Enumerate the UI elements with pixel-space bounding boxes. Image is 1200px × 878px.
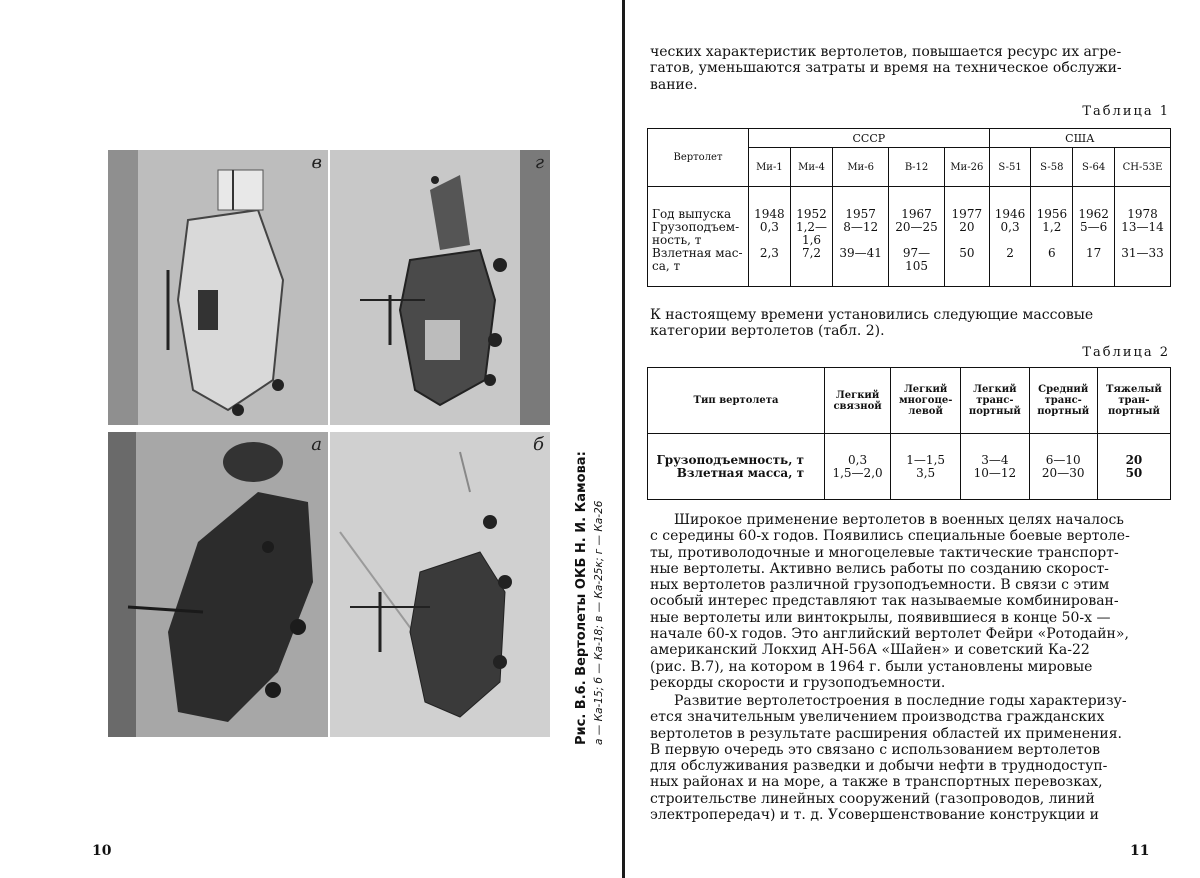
table-cell: 50 xyxy=(1125,465,1143,480)
table-cell: 1957 xyxy=(845,207,876,221)
text-line: Широкое применение вертолетов в военных целях началось xyxy=(674,512,1124,528)
table2-corner-header: Тип вертолета xyxy=(648,368,825,434)
table2-column xyxy=(1097,434,1170,500)
text-line: строительстве линейных сооружений (газопроводов, линий xyxy=(650,790,1095,807)
photo-ka15 xyxy=(108,432,328,737)
table2 xyxy=(647,367,1171,500)
table-cell: 5—6 xyxy=(1079,220,1108,234)
table-cell: 8—12 xyxy=(843,220,879,234)
table2-row-labels xyxy=(648,434,825,500)
table1-column xyxy=(944,187,989,287)
photo-label-a: а xyxy=(311,434,322,455)
table-cell: 3,5 xyxy=(916,465,936,480)
text-line: вертолетов в результате расширения областей их применения. xyxy=(650,725,1123,742)
photo-label-v: в xyxy=(311,152,322,173)
table-cell: 1962 xyxy=(1078,207,1109,221)
text-line: электропередач) и т. д. Усовершенствование конструкции и xyxy=(650,807,1100,824)
row-label: са, т xyxy=(652,259,681,273)
table-cell: 20 xyxy=(1125,452,1143,467)
table-cell: 97— xyxy=(902,246,931,260)
text-line: категории вертолетов (табл. 2). xyxy=(650,323,885,340)
table-cell: 6 xyxy=(1048,246,1056,260)
text-line: ные вертолеты. Активно велись работы по созданию скорост- xyxy=(650,560,1109,577)
table-cell: 20 xyxy=(959,220,975,234)
header-text: портный xyxy=(1037,406,1090,417)
helicopter-image xyxy=(108,432,328,737)
text-line: ных районах и на море, а также в транспортных перевозках, xyxy=(650,774,1103,791)
table-cell: 0,3 xyxy=(759,220,779,234)
table-cell: 1946 xyxy=(994,207,1026,221)
table-cell: 3—4 xyxy=(981,452,1009,467)
text-line: ты, противолодочные и многоцелевые тактические транспорт- xyxy=(650,544,1119,561)
table1-column xyxy=(1073,187,1115,287)
header-text: тран- xyxy=(1118,395,1150,406)
table1-model-header: CH-53E xyxy=(1115,148,1171,187)
text-line: ческих характеристик вертолетов, повышается ресурс их агре- xyxy=(650,44,1122,60)
table1-title: Таблица 1 xyxy=(1082,104,1170,119)
table2-column xyxy=(891,434,961,500)
table2-title: Таблица 2 xyxy=(1082,345,1170,360)
table-cell: 1,6 xyxy=(801,233,822,247)
page-number-right: 11 xyxy=(1130,843,1150,859)
table-cell: 17 xyxy=(1085,246,1102,260)
intro-paragraph xyxy=(650,44,1168,93)
row-label: ность, т xyxy=(652,233,702,247)
table-cell: 1952 xyxy=(796,207,827,221)
caption-legend: а — Ка-15; б — Ка-18; в — Ка-25к; г — Ка-26 xyxy=(593,500,605,745)
text-line: с середины 60-х годов. Появились специальные боевые вертоле- xyxy=(650,528,1130,545)
table-cell: 1956 xyxy=(1036,207,1068,221)
helicopter-image xyxy=(330,432,550,737)
header-text: портный xyxy=(1107,406,1160,417)
photo-label-b: б xyxy=(533,434,544,455)
table1-model-header: S-58 xyxy=(1031,148,1073,187)
table2-header xyxy=(1029,368,1097,434)
table1-column xyxy=(1031,187,1073,287)
table-cell: 1978 xyxy=(1127,207,1158,221)
table-cell: 7,2 xyxy=(801,246,822,260)
row-label: Год выпуска xyxy=(652,207,732,221)
table1-column xyxy=(989,187,1031,287)
text-line: начале 60-х годов. Это английский вертолет Фейри «Ротодайн», xyxy=(650,626,1129,643)
text-line: вание. xyxy=(650,76,698,93)
photo-ka26 xyxy=(330,150,550,425)
table-cell: 1967 xyxy=(901,207,932,221)
header-text: связной xyxy=(833,400,882,412)
paragraph-civil xyxy=(650,693,1168,823)
header-text: транс- xyxy=(976,395,1014,406)
photo-ka25k xyxy=(108,150,328,425)
photo-label-g: г xyxy=(534,152,544,173)
header-text: транс- xyxy=(1044,395,1082,406)
table1-column xyxy=(1115,187,1171,287)
table2-header xyxy=(961,368,1029,434)
right-page xyxy=(626,0,1200,878)
header-text: Легкий xyxy=(835,389,880,401)
row-label: Грузоподъемность, т xyxy=(656,452,804,467)
table1-model-header: Ми-26 xyxy=(944,148,989,187)
helicopter-image xyxy=(330,150,550,425)
table-cell: 13—14 xyxy=(1121,220,1164,234)
table1-group-header: СССР xyxy=(749,129,990,148)
row-label: Взлетная мас- xyxy=(652,246,743,260)
table1-column xyxy=(889,187,945,287)
page-gutter xyxy=(622,0,625,878)
table1 xyxy=(647,128,1171,287)
table-cell: 1977 xyxy=(951,207,983,221)
table1-group-header: США xyxy=(989,129,1170,148)
header-text: Средний xyxy=(1038,384,1089,395)
table1-model-header: Ми-6 xyxy=(833,148,889,187)
table1-corner-header: Вертолет xyxy=(648,129,749,187)
page-number-left: 10 xyxy=(92,843,112,859)
text-line: (рис. В.7), на котором в 1964 г. были установлены мировые xyxy=(650,658,1093,675)
table-cell: 2,3 xyxy=(759,246,779,260)
text-line: Развитие вертолетостроения в последние годы характеризу- xyxy=(674,693,1127,709)
table1-model-header: S-64 xyxy=(1073,148,1115,187)
table2-header xyxy=(891,368,961,434)
header-text: Легкий xyxy=(973,384,1017,395)
table1-model-header: В-12 xyxy=(889,148,945,187)
text-line: американский Локхид АН-56А «Шайен» и советский Ка-22 xyxy=(650,642,1090,659)
table2-column xyxy=(825,434,891,500)
table-cell: 20—30 xyxy=(1041,465,1085,480)
table-cell: 1—1,5 xyxy=(906,452,946,467)
table2-header xyxy=(825,368,891,434)
table-cell: 0,3 xyxy=(1000,220,1020,234)
table-cell: 0,3 xyxy=(848,452,868,467)
table1-row-labels xyxy=(648,187,749,287)
table-cell: 1,5—2,0 xyxy=(832,465,883,480)
table1-column xyxy=(749,187,791,287)
paragraph-categories xyxy=(650,307,1168,340)
table1-model-header: S-51 xyxy=(989,148,1031,187)
header-text: Легкий xyxy=(903,384,948,395)
text-line: рекорды скорости и грузоподъемности. xyxy=(650,674,946,691)
text-line: особый интерес представляют так называемые комбинирован- xyxy=(650,593,1119,610)
table-cell: 2 xyxy=(1006,246,1014,260)
table2-column xyxy=(961,434,1029,500)
table2-header xyxy=(1097,368,1170,434)
text-line: В первую очередь это связано с использованием вертолетов xyxy=(650,741,1101,758)
photo-ka18 xyxy=(330,432,550,737)
header-text: портный xyxy=(968,406,1021,417)
table1-model-header: Ми-4 xyxy=(790,148,832,187)
helicopter-image xyxy=(108,150,328,425)
text-line: гатов, уменьшаются затраты и время на техническое обслужи- xyxy=(650,60,1122,77)
table-cell: 1,2— xyxy=(795,220,828,234)
text-line: К настоящему времени установились следующие массовые xyxy=(650,307,1094,323)
table-cell: 20—25 xyxy=(895,220,938,234)
table2-column xyxy=(1029,434,1097,500)
row-label: Грузоподъем- xyxy=(652,220,740,234)
table-cell: 10—12 xyxy=(973,465,1017,480)
table-cell: 6—10 xyxy=(1045,452,1081,467)
table1-model-header: Ми-1 xyxy=(749,148,791,187)
text-line: для обслуживания разведки и добычи нефти в труднодоступ- xyxy=(650,758,1108,775)
header-text: левой xyxy=(908,406,943,417)
paragraph-military xyxy=(650,512,1168,691)
table-cell: 1,2 xyxy=(1042,220,1062,234)
header-text: Тяжелый xyxy=(1106,384,1162,395)
table-cell: 31—33 xyxy=(1121,246,1164,260)
text-line: ных вертолетов различной грузоподъемности. В связи с этим xyxy=(650,577,1110,594)
table-cell: 50 xyxy=(959,246,975,260)
table1-column xyxy=(790,187,832,287)
table-cell: 39—41 xyxy=(839,246,882,260)
header-text: многоце- xyxy=(898,395,953,406)
table-cell: 1948 xyxy=(754,207,785,221)
caption-title: Рис. В.6. Вертолеты ОКБ Н. И. Камова: xyxy=(574,451,589,745)
text-line: ется значительным увеличением производства гражданских xyxy=(650,709,1105,726)
table-cell: 105 xyxy=(905,259,928,273)
table1-column xyxy=(833,187,889,287)
text-line: ные вертолеты или винтокрылы, появившиеся в конце 50-х — xyxy=(650,609,1111,626)
row-label: Взлетная масса, т xyxy=(676,465,804,480)
figure-caption xyxy=(560,451,620,745)
